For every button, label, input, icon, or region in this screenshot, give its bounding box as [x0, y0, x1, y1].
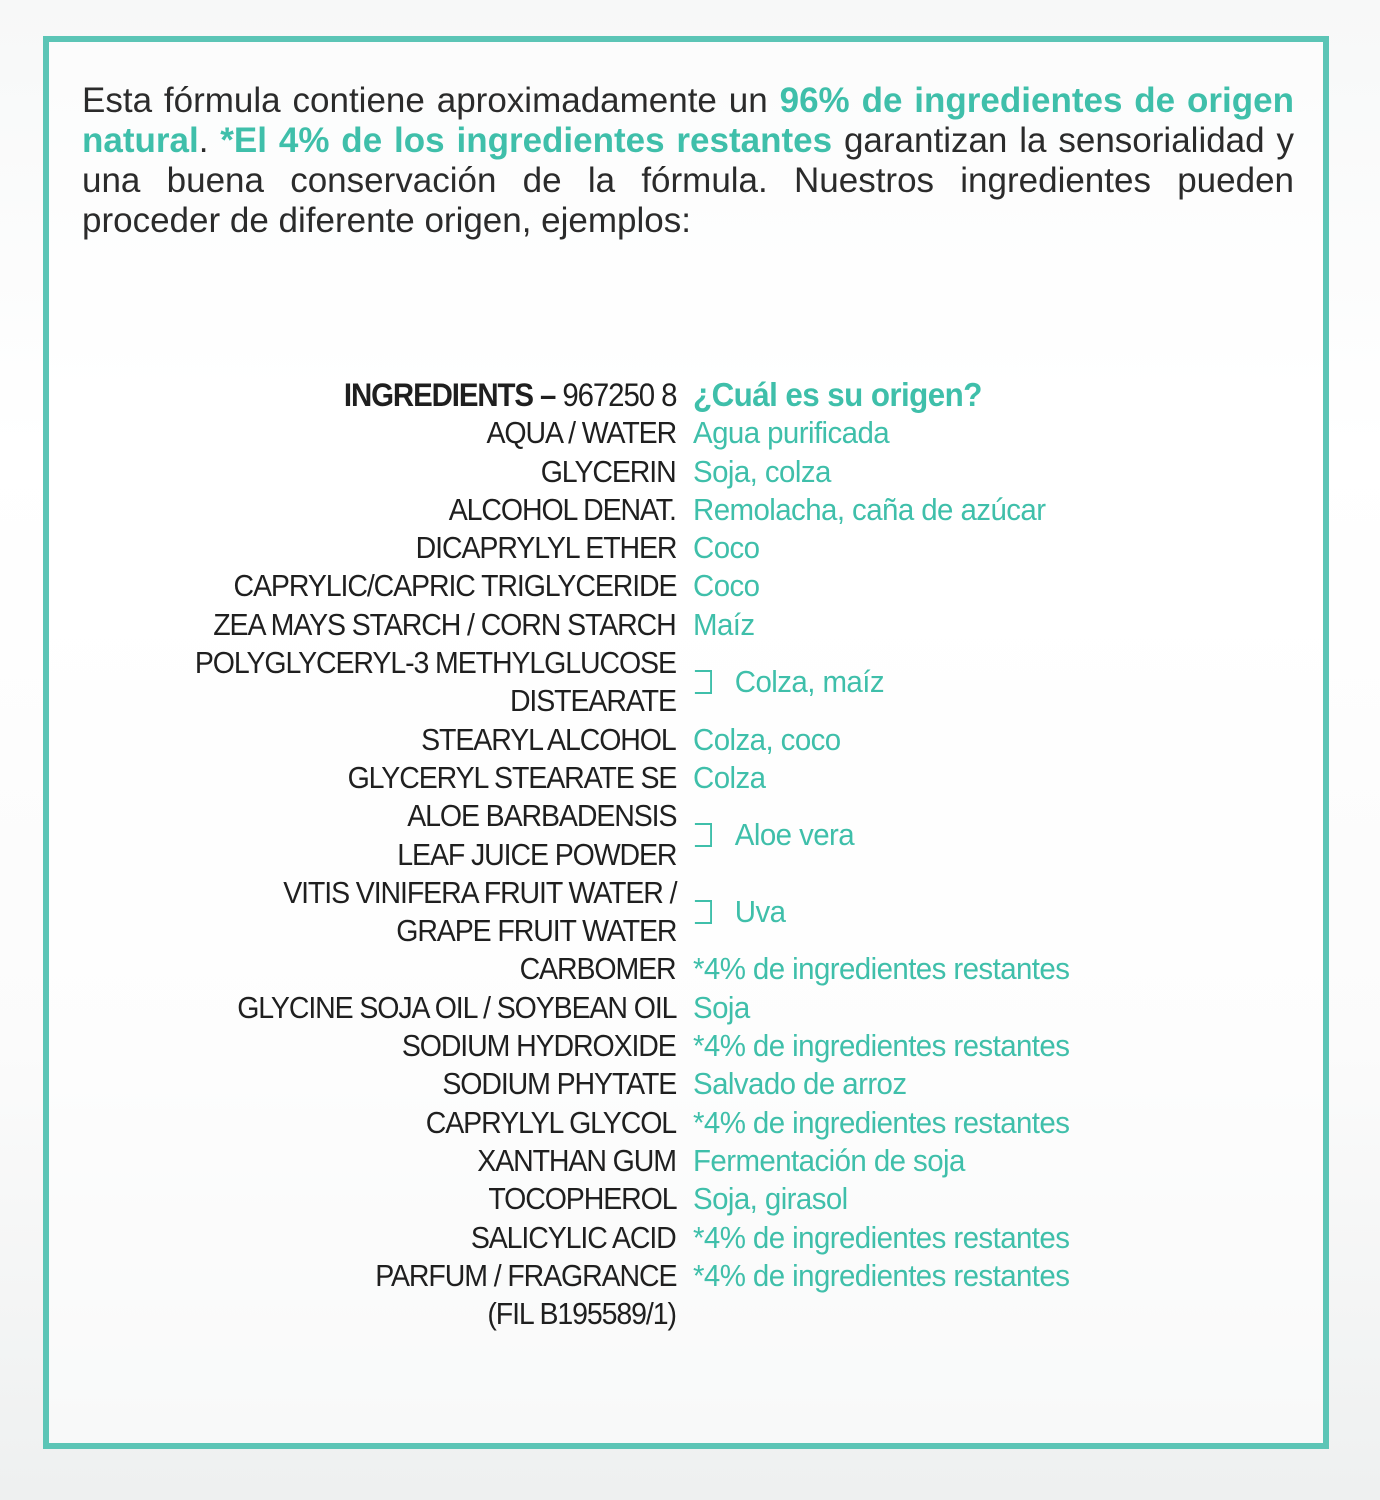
formula-reference: (FIL B195589/1): [487, 1296, 676, 1332]
ingredient-origin: *4% de ingredientes restantes: [693, 1028, 1070, 1064]
table-row: [0, 759, 1380, 797]
table-row: [0, 797, 1380, 874]
bracket-icon: [695, 670, 712, 694]
table-header-row: [0, 376, 1380, 414]
origin-header: ¿Cuál es su origen?: [693, 376, 982, 413]
ingredient-name: [195, 644, 676, 721]
ingredient-name: STEARYL ALCOHOL: [421, 721, 676, 757]
ingredient-name: GLYCINE SOJA OIL / SOYBEAN OIL: [236, 989, 676, 1025]
ingredient-origin: *4% de ingredientes restantes: [693, 1219, 1070, 1255]
table-row: [0, 567, 1380, 605]
table-row: [0, 1257, 1380, 1295]
ingredient-name-line: GRAPE FRUIT WATER: [395, 913, 676, 949]
ingredient-name: PARFUM / FRAGRANCE: [374, 1257, 676, 1293]
ingredient-name: CARBOMER: [520, 951, 676, 987]
ingredient-origin: Maíz: [693, 606, 755, 642]
ingredient-name: TOCOPHEROL: [487, 1181, 676, 1217]
table-row: [0, 1142, 1380, 1180]
ingredient-name: GLYCERYL STEARATE SE: [347, 759, 676, 795]
table-row: [0, 1027, 1380, 1065]
intro-text-1: Esta fórmula contiene aproximadamente un: [82, 81, 780, 120]
ingredient-name-line: DISTEARATE: [510, 683, 676, 719]
table-row: [0, 414, 1380, 452]
table-row: [0, 491, 1380, 529]
ingredients-code: 967250 8: [562, 377, 676, 413]
ingredient-origin-text: Uva: [734, 893, 786, 929]
ingredient-origin: Agua purificada: [693, 415, 890, 451]
ingredient-origin: Soja, girasol: [693, 1181, 848, 1217]
table-row: [0, 1104, 1380, 1142]
ingredient-origin: Soja: [693, 989, 750, 1025]
ingredient-name: SALICYLIC ACID: [471, 1219, 676, 1255]
ingredient-name: [397, 797, 676, 874]
table-row: [0, 721, 1380, 759]
footer-row: [0, 1295, 1380, 1335]
ingredient-name-line: VITIS VINIFERA FRUIT WATER /: [282, 874, 676, 910]
table-row: [0, 453, 1380, 491]
ingredient-name-line: LEAF JUICE POWDER: [396, 836, 676, 872]
ingredient-name: [283, 874, 676, 951]
ingredient-origin: Colza, coco: [693, 721, 841, 757]
ingredient-name: CAPRYLYL GLYCOL: [425, 1104, 676, 1140]
intro-highlight-remaining: *El 4% de los ingredientes restantes: [220, 121, 833, 160]
ingredient-name: SODIUM HYDROXIDE: [402, 1028, 676, 1064]
ingredient-name: CAPRYLIC/CAPRIC TRIGLYCERIDE: [233, 568, 676, 604]
ingredient-origin: *4% de ingredientes restantes: [693, 951, 1070, 987]
table-row: [0, 1180, 1380, 1218]
ingredient-origin: Colza: [693, 759, 766, 795]
table-row: [0, 950, 1380, 988]
intro-highlight-natural: 96% de ingredientes de origen natural: [82, 81, 1294, 160]
ingredient-name: SODIUM PHYTATE: [442, 1066, 676, 1102]
ingredient-origin: Soja, colza: [693, 453, 831, 489]
ingredient-name: ALCOHOL DENAT.: [448, 491, 676, 527]
ingredient-origin: *4% de ingredientes restantes: [693, 1257, 1070, 1293]
ingredient-origin: [693, 663, 884, 701]
bracket-icon: [695, 823, 712, 847]
ingredient-name: GLYCERIN: [541, 453, 676, 489]
ingredient-origin: [693, 893, 785, 931]
ingredient-name-line: POLYGLYCERYL-3 METHYLGLUCOSE: [194, 645, 676, 681]
ingredient-origin-text: Colza, maíz: [734, 664, 885, 700]
intro-text-3: garantizan la sensorialidad y una buena conservación de la fórmula. Nuestros ingredientes pueden proceder de diferente origen, ejemplos:: [82, 121, 1294, 240]
table-row: [0, 606, 1380, 644]
ingredient-origin: [693, 816, 854, 854]
table-row: [0, 1065, 1380, 1103]
ingredient-name: DICAPRYLYL ETHER: [415, 530, 676, 566]
table-row: [0, 989, 1380, 1027]
ingredient-origin: Fermentación de soja: [693, 1142, 965, 1178]
ingredient-origin: Remolacha, caña de azúcar: [693, 491, 1046, 527]
ingredients-header-label: INGREDIENTS –: [343, 377, 563, 413]
table-row: [0, 644, 1380, 721]
table-row: [0, 529, 1380, 567]
bracket-icon: [695, 900, 712, 924]
ingredient-origin-text: Aloe vera: [734, 817, 855, 853]
intro-paragraph: [82, 81, 1294, 241]
ingredient-origin: Coco: [693, 568, 760, 604]
intro-text-2: .: [198, 121, 221, 160]
table-row: [0, 874, 1380, 951]
ingredient-origin: Salvado de arroz: [693, 1066, 907, 1102]
ingredient-name: XANTHAN GUM: [477, 1142, 676, 1178]
ingredient-origin: Coco: [693, 530, 760, 566]
ingredient-origin: *4% de ingredientes restantes: [693, 1104, 1070, 1140]
ingredients-header: [344, 376, 676, 414]
table-row: [0, 1219, 1380, 1257]
ingredient-name: ZEA MAYS STARCH / CORN STARCH: [213, 606, 676, 642]
ingredients-table: [0, 376, 1380, 1335]
ingredient-name: AQUA / WATER: [486, 415, 676, 451]
ingredient-name-line: ALOE BARBADENSIS: [406, 798, 676, 834]
